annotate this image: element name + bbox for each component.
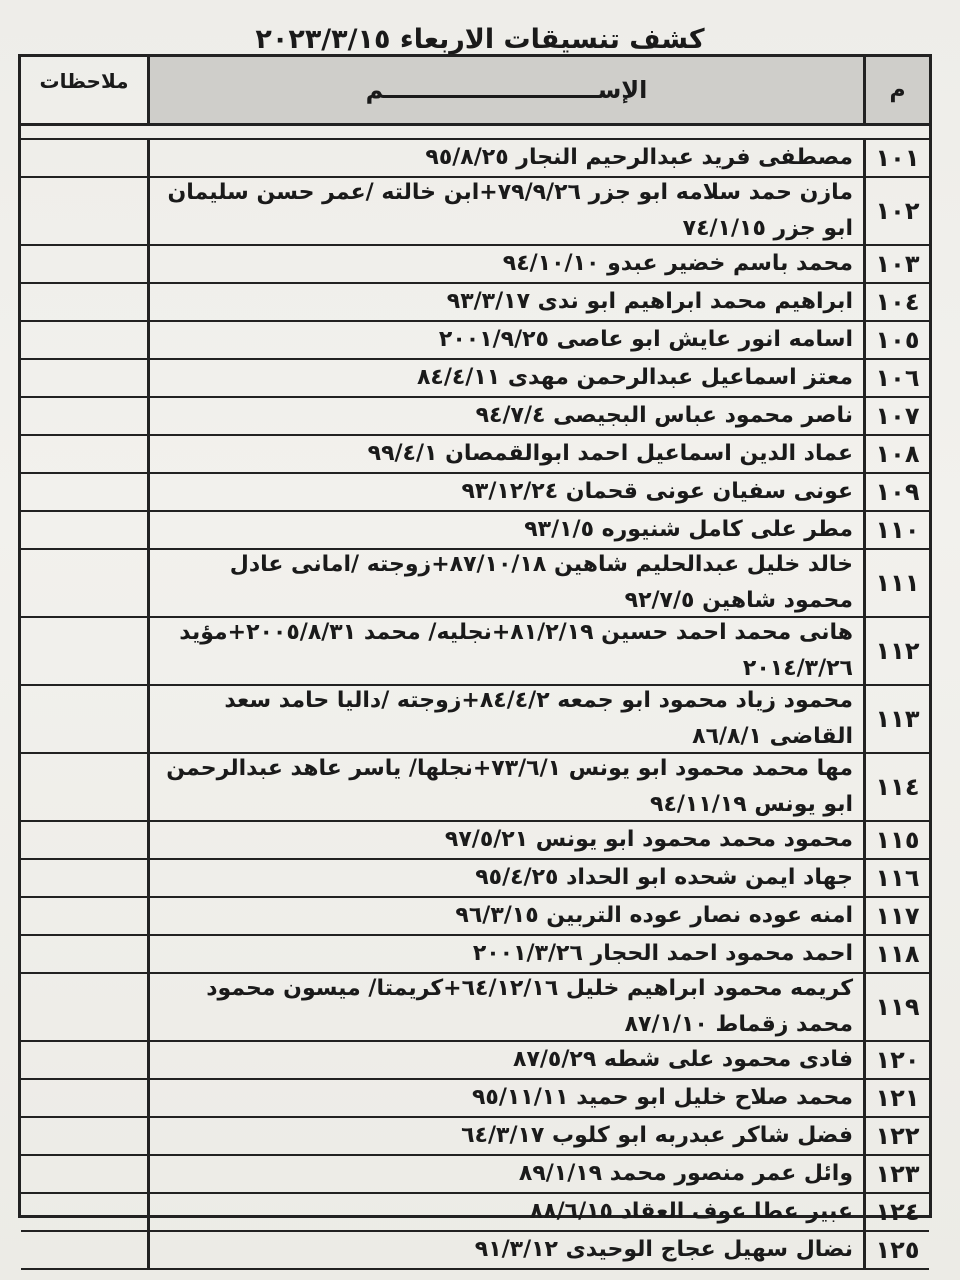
row-number: ١٠٦ bbox=[863, 360, 929, 396]
table-header bbox=[21, 57, 929, 126]
row-name: احمد محمود احمد الحجار ٢٠٠١/٣/٢٦ bbox=[147, 936, 863, 972]
row-name: هانى محمد احمد حسين ٨١/٢/١٩+نجليه/ محمد ٢٠٠٥/٨/٣١+مؤيد ٢٠١٤/٣/٢٦ bbox=[147, 618, 863, 684]
row-name: جهاد ايمن شحده ابو الحداد ٩٥/٤/٢٥ bbox=[147, 860, 863, 896]
row-name: خالد خليل عبدالحليم شاهين ٨٧/١٠/١٨+زوجته /امانى عادل محمود شاهين ٩٢/٧/٥ bbox=[147, 550, 863, 616]
row-number: ١١٠ bbox=[863, 512, 929, 548]
row-notes bbox=[21, 1232, 147, 1268]
row-notes bbox=[21, 860, 147, 896]
row-name: ابراهيم محمد ابراهيم ابو ندى ٩٣/٣/١٧ bbox=[147, 284, 863, 320]
table-row bbox=[21, 140, 929, 178]
row-number: ١٠٣ bbox=[863, 246, 929, 282]
row-notes bbox=[21, 1156, 147, 1192]
table-row bbox=[21, 284, 929, 322]
row-number: ١٢٤ bbox=[863, 1194, 929, 1230]
table-row bbox=[21, 512, 929, 550]
row-number: ١٠١ bbox=[863, 140, 929, 176]
table-row bbox=[21, 936, 929, 974]
table-row bbox=[21, 822, 929, 860]
row-notes bbox=[21, 686, 147, 752]
row-notes bbox=[21, 898, 147, 934]
row-name: نضال سهيل عجاج الوحيدى ٩١/٣/١٢ bbox=[147, 1232, 863, 1268]
table-body bbox=[21, 140, 929, 1270]
row-number: ١٢١ bbox=[863, 1080, 929, 1116]
row-notes bbox=[21, 398, 147, 434]
row-number: ١٢٠ bbox=[863, 1042, 929, 1078]
table-row bbox=[21, 1194, 929, 1232]
header-spacer bbox=[21, 126, 929, 140]
row-name: اسامه انور عايش ابو عاصى ٢٠٠١/٩/٢٥ bbox=[147, 322, 863, 358]
row-name: معتز اسماعيل عبدالرحمن مهدى ٨٤/٤/١١ bbox=[147, 360, 863, 396]
row-name: مصطفى فريد عبدالرحيم النجار ٩٥/٨/٢٥ bbox=[147, 140, 863, 176]
row-name: مطر على كامل شنيوره ٩٣/١/٥ bbox=[147, 512, 863, 548]
row-number: ١٠٩ bbox=[863, 474, 929, 510]
row-notes bbox=[21, 822, 147, 858]
table-row bbox=[21, 322, 929, 360]
row-name: مازن حمد سلامه ابو جزر ٧٩/٩/٢٦+ابن خالته /عمر حسن سليمان ابو جزر ٧٤/١/١٥ bbox=[147, 178, 863, 244]
header-name: الإســــــــــــــــــــــــــم bbox=[147, 57, 863, 123]
row-notes bbox=[21, 1080, 147, 1116]
row-notes bbox=[21, 246, 147, 282]
table-row bbox=[21, 398, 929, 436]
row-number: ١٠٤ bbox=[863, 284, 929, 320]
row-notes bbox=[21, 322, 147, 358]
row-number: ١٠٢ bbox=[863, 178, 929, 244]
row-number: ١٠٥ bbox=[863, 322, 929, 358]
table-row bbox=[21, 754, 929, 822]
row-number: ١١٨ bbox=[863, 936, 929, 972]
table-row bbox=[21, 246, 929, 284]
row-notes bbox=[21, 140, 147, 176]
table-row bbox=[21, 436, 929, 474]
row-name: محمود محمد محمود ابو يونس ٩٧/٥/٢١ bbox=[147, 822, 863, 858]
table-row bbox=[21, 898, 929, 936]
row-notes bbox=[21, 512, 147, 548]
row-number: ١١٣ bbox=[863, 686, 929, 752]
table-row bbox=[21, 860, 929, 898]
row-name: محمد صلاح خليل ابو حميد ٩٥/١١/١١ bbox=[147, 1080, 863, 1116]
row-number: ١١٩ bbox=[863, 974, 929, 1040]
table-row bbox=[21, 686, 929, 754]
row-name: مها محمد محمود ابو يونس ٧٣/٦/١+نجلها/ ياسر عاهد عبدالرحمن ابو يونس ٩٤/١١/١٩ bbox=[147, 754, 863, 820]
row-number: ١١٦ bbox=[863, 860, 929, 896]
row-notes bbox=[21, 550, 147, 616]
row-number: ١٢٥ bbox=[863, 1232, 929, 1268]
header-num: م bbox=[863, 57, 929, 123]
table-row bbox=[21, 1118, 929, 1156]
document-title: كشف تنسيقات الاربعاء ٢٠٢٣/٣/١٥ bbox=[255, 24, 705, 55]
row-number: ١١٧ bbox=[863, 898, 929, 934]
row-number: ١١٤ bbox=[863, 754, 929, 820]
table-row bbox=[21, 974, 929, 1042]
row-notes bbox=[21, 618, 147, 684]
row-name: محمد باسم خضير عبدو ٩٤/١٠/١٠ bbox=[147, 246, 863, 282]
table-row bbox=[21, 360, 929, 398]
row-number: ١٠٨ bbox=[863, 436, 929, 472]
table-row bbox=[21, 178, 929, 246]
row-notes bbox=[21, 974, 147, 1040]
row-notes bbox=[21, 360, 147, 396]
table-row bbox=[21, 474, 929, 512]
row-number: ١٢٢ bbox=[863, 1118, 929, 1154]
row-notes bbox=[21, 936, 147, 972]
row-number: ١١١ bbox=[863, 550, 929, 616]
row-name: عبير عطا عوف العقاد ٨٨/٦/١٥ bbox=[147, 1194, 863, 1230]
names-table bbox=[18, 54, 932, 1264]
row-notes bbox=[21, 474, 147, 510]
row-name: فضل شاكر عبدربه ابو كلوب ٦٤/٣/١٧ bbox=[147, 1118, 863, 1154]
header-notes: ملاحظات bbox=[39, 69, 129, 93]
row-notes bbox=[21, 436, 147, 472]
table-row bbox=[21, 550, 929, 618]
table-row bbox=[21, 1156, 929, 1194]
row-notes bbox=[21, 178, 147, 244]
row-name: محمود زياد محمود ابو جمعه ٨٤/٤/٢+زوجته /داليا حامد سعد القاضى ٨٦/٨/١ bbox=[147, 686, 863, 752]
row-name: وائل عمر منصور محمد ٨٩/١/١٩ bbox=[147, 1156, 863, 1192]
row-notes bbox=[21, 1042, 147, 1078]
row-name: عونى سفيان عونى قحمان ٩٣/١٢/٢٤ bbox=[147, 474, 863, 510]
row-name: امنه عوده نصار عوده التربين ٩٦/٣/١٥ bbox=[147, 898, 863, 934]
row-name: فادى محمود على شطه ٨٧/٥/٢٩ bbox=[147, 1042, 863, 1078]
row-notes bbox=[21, 754, 147, 820]
table-row bbox=[21, 618, 929, 686]
row-name: كريمه محمود ابراهيم خليل ٦٤/١٢/١٦+كريمتا/ ميسون محمود محمد زقماط ٨٧/١/١٠ bbox=[147, 974, 863, 1040]
row-number: ١٢٣ bbox=[863, 1156, 929, 1192]
table-row bbox=[21, 1232, 929, 1270]
row-notes bbox=[21, 1194, 147, 1230]
row-name: ناصر محمود عباس البجيصى ٩٤/٧/٤ bbox=[147, 398, 863, 434]
row-notes bbox=[21, 284, 147, 320]
row-name: عماد الدين اسماعيل احمد ابوالقمصان ٩٩/٤/١ bbox=[147, 436, 863, 472]
row-notes bbox=[21, 1118, 147, 1154]
table-row bbox=[21, 1042, 929, 1080]
table-row bbox=[21, 1080, 929, 1118]
row-number: ١١٥ bbox=[863, 822, 929, 858]
row-number: ١٠٧ bbox=[863, 398, 929, 434]
row-number: ١١٢ bbox=[863, 618, 929, 684]
